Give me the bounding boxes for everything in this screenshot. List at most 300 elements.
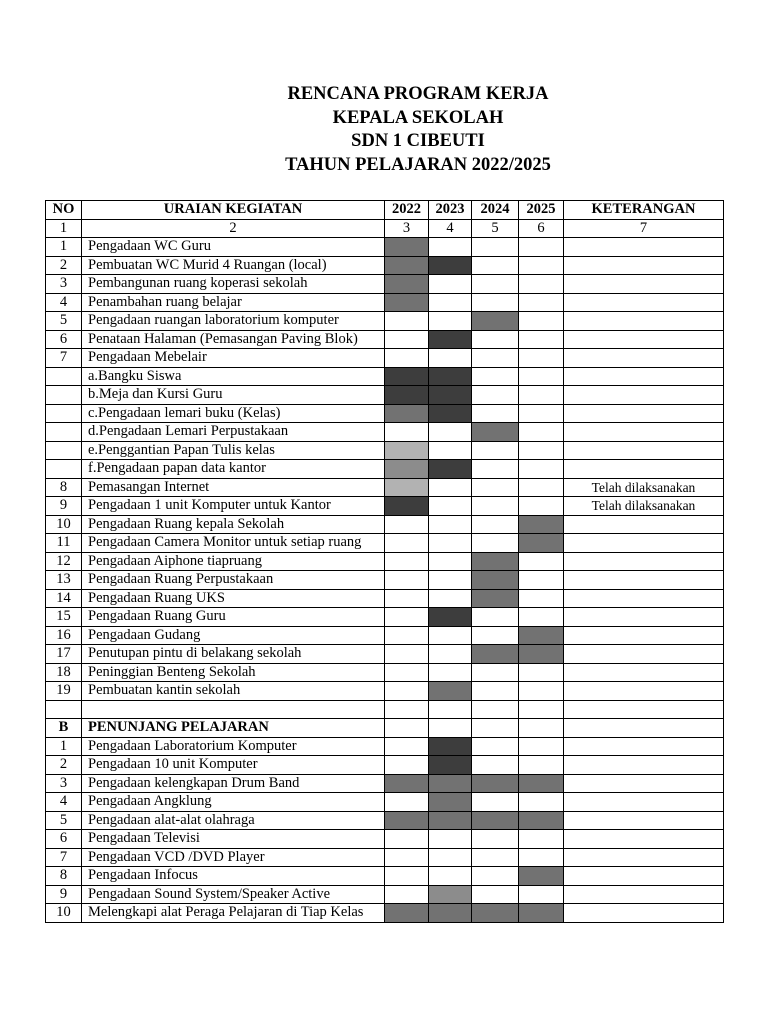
row-description: Pengadaan Aiphone tiapruang xyxy=(82,552,385,571)
row-number: 15 xyxy=(46,608,82,627)
table-row xyxy=(46,312,724,331)
row-keterangan xyxy=(564,645,724,664)
year-cell-2024 xyxy=(472,626,519,645)
row-keterangan xyxy=(564,848,724,867)
year-cell-2024 xyxy=(472,238,519,257)
year-cell-2025 xyxy=(519,571,564,590)
table-row xyxy=(46,700,724,719)
year-cell-2024 xyxy=(472,589,519,608)
row-number xyxy=(46,700,82,719)
row-keterangan xyxy=(564,275,724,294)
row-keterangan xyxy=(564,312,724,331)
numbering-cell: 2 xyxy=(82,219,385,238)
row-keterangan xyxy=(564,700,724,719)
year-cell-2022 xyxy=(385,904,429,923)
row-description: e.Penggantian Papan Tulis kelas xyxy=(82,441,385,460)
numbering-cell: 1 xyxy=(46,219,82,238)
year-cell-2024 xyxy=(472,645,519,664)
header-no: NO xyxy=(46,201,82,220)
row-description: Pengadaan Ruang Guru xyxy=(82,608,385,627)
year-cell-2023 xyxy=(429,719,472,738)
year-cell-2023 xyxy=(429,367,472,386)
table-row xyxy=(46,885,724,904)
row-keterangan xyxy=(564,238,724,257)
year-cell-2025 xyxy=(519,386,564,405)
row-description: f.Pengadaan papan data kantor xyxy=(82,460,385,479)
year-cell-2023 xyxy=(429,608,472,627)
year-cell-2024 xyxy=(472,256,519,275)
table-row xyxy=(46,811,724,830)
row-keterangan xyxy=(564,349,724,368)
row-description: a.Bangku Siswa xyxy=(82,367,385,386)
year-cell-2025 xyxy=(519,608,564,627)
row-number: 10 xyxy=(46,904,82,923)
year-cell-2023 xyxy=(429,700,472,719)
year-cell-2022 xyxy=(385,793,429,812)
row-description: Pengadaan Mebelair xyxy=(82,349,385,368)
year-cell-2024 xyxy=(472,386,519,405)
table-row xyxy=(46,534,724,553)
numbering-cell: 3 xyxy=(385,219,429,238)
row-keterangan xyxy=(564,423,724,442)
row-keterangan xyxy=(564,515,724,534)
year-cell-2023 xyxy=(429,793,472,812)
year-cell-2024 xyxy=(472,275,519,294)
year-cell-2025 xyxy=(519,552,564,571)
row-description: Pengadaan Ruang UKS xyxy=(82,589,385,608)
row-keterangan xyxy=(564,682,724,701)
year-cell-2023 xyxy=(429,830,472,849)
title-line-1: RENCANA PROGRAM KERJA xyxy=(287,84,549,104)
row-keterangan xyxy=(564,460,724,479)
row-description: b.Meja dan Kursi Guru xyxy=(82,386,385,405)
year-cell-2022 xyxy=(385,774,429,793)
row-description: Penutupan pintu di belakang sekolah xyxy=(82,645,385,664)
year-cell-2024 xyxy=(472,441,519,460)
year-cell-2025 xyxy=(519,848,564,867)
year-cell-2025 xyxy=(519,349,564,368)
header-2022: 2022 xyxy=(385,201,429,220)
year-cell-2025 xyxy=(519,885,564,904)
row-description: Melengkapi alat Peraga Pelajaran di Tiap Kelas xyxy=(82,904,385,923)
year-cell-2022 xyxy=(385,293,429,312)
row-keterangan xyxy=(564,293,724,312)
year-cell-2023 xyxy=(429,404,472,423)
year-cell-2024 xyxy=(472,423,519,442)
year-cell-2022 xyxy=(385,460,429,479)
table-body xyxy=(46,238,724,923)
year-cell-2024 xyxy=(472,478,519,497)
table-row xyxy=(46,830,724,849)
row-description: Pengadaan ruangan laboratorium komputer xyxy=(82,312,385,331)
year-cell-2024 xyxy=(472,293,519,312)
year-cell-2023 xyxy=(429,774,472,793)
year-cell-2023 xyxy=(429,571,472,590)
table-row xyxy=(46,608,724,627)
year-cell-2024 xyxy=(472,404,519,423)
table-row xyxy=(46,330,724,349)
year-cell-2023 xyxy=(429,682,472,701)
row-keterangan xyxy=(564,534,724,553)
year-cell-2023 xyxy=(429,848,472,867)
year-cell-2023 xyxy=(429,811,472,830)
year-cell-2024 xyxy=(472,774,519,793)
row-description xyxy=(82,700,385,719)
row-number: 4 xyxy=(46,793,82,812)
row-number: 3 xyxy=(46,275,82,294)
row-number: 17 xyxy=(46,645,82,664)
row-number: 11 xyxy=(46,534,82,553)
year-cell-2023 xyxy=(429,904,472,923)
row-description: Pengadaan Camera Monitor untuk setiap ruang xyxy=(82,534,385,553)
table-row xyxy=(46,645,724,664)
year-cell-2024 xyxy=(472,867,519,886)
numbering-cell: 4 xyxy=(429,219,472,238)
row-description: Penataan Halaman (Pemasangan Paving Blok) xyxy=(82,330,385,349)
year-cell-2024 xyxy=(472,904,519,923)
year-cell-2025 xyxy=(519,811,564,830)
year-cell-2025 xyxy=(519,312,564,331)
year-cell-2025 xyxy=(519,423,564,442)
row-description: Pemasangan Internet xyxy=(82,478,385,497)
row-description: Pengadaan alat-alat olahraga xyxy=(82,811,385,830)
row-number: 1 xyxy=(46,238,82,257)
year-cell-2023 xyxy=(429,293,472,312)
year-cell-2023 xyxy=(429,645,472,664)
year-cell-2022 xyxy=(385,441,429,460)
year-cell-2022 xyxy=(385,811,429,830)
row-description: PENUNJANG PELAJARAN xyxy=(82,719,385,738)
row-keterangan xyxy=(564,830,724,849)
header-uraian: URAIAN KEGIATAN xyxy=(82,201,385,220)
year-cell-2022 xyxy=(385,497,429,516)
numbering-cell: 6 xyxy=(519,219,564,238)
row-description: Pembangunan ruang koperasi sekolah xyxy=(82,275,385,294)
year-cell-2023 xyxy=(429,275,472,294)
year-cell-2024 xyxy=(472,811,519,830)
row-number: 8 xyxy=(46,478,82,497)
year-cell-2025 xyxy=(519,756,564,775)
header-2023: 2023 xyxy=(429,201,472,220)
year-cell-2022 xyxy=(385,848,429,867)
year-cell-2022 xyxy=(385,756,429,775)
row-keterangan xyxy=(564,608,724,627)
row-keterangan xyxy=(564,386,724,405)
row-keterangan xyxy=(564,904,724,923)
table-row xyxy=(46,386,724,405)
year-cell-2024 xyxy=(472,312,519,331)
row-description: Pembuatan kantin sekolah xyxy=(82,682,385,701)
year-cell-2023 xyxy=(429,756,472,775)
year-cell-2024 xyxy=(472,367,519,386)
row-number: 14 xyxy=(46,589,82,608)
year-cell-2022 xyxy=(385,275,429,294)
year-cell-2025 xyxy=(519,830,564,849)
row-keterangan xyxy=(564,367,724,386)
year-cell-2022 xyxy=(385,700,429,719)
row-keterangan xyxy=(564,719,724,738)
row-description: Pengadaan 10 unit Komputer xyxy=(82,756,385,775)
row-description: Pengadaan WC Guru xyxy=(82,238,385,257)
row-number: 19 xyxy=(46,682,82,701)
title-line-2: KEPALA SEKOLAH xyxy=(332,107,504,128)
row-description: Pengadaan Laboratorium Komputer xyxy=(82,737,385,756)
row-keterangan xyxy=(564,404,724,423)
row-description: Pembuatan WC Murid 4 Ruangan (local) xyxy=(82,256,385,275)
year-cell-2025 xyxy=(519,275,564,294)
table-row xyxy=(46,349,724,368)
row-number: 7 xyxy=(46,848,82,867)
table-row xyxy=(46,423,724,442)
table-row xyxy=(46,719,724,738)
row-keterangan xyxy=(564,867,724,886)
table-row xyxy=(46,238,724,257)
document-title xyxy=(0,83,768,177)
year-cell-2025 xyxy=(519,663,564,682)
table-row xyxy=(46,626,724,645)
row-number: 5 xyxy=(46,312,82,331)
row-keterangan xyxy=(564,626,724,645)
table-row xyxy=(46,367,724,386)
row-number: 10 xyxy=(46,515,82,534)
year-cell-2025 xyxy=(519,867,564,886)
year-cell-2022 xyxy=(385,589,429,608)
row-description: c.Pengadaan lemari buku (Kelas) xyxy=(82,404,385,423)
year-cell-2024 xyxy=(472,848,519,867)
table-row xyxy=(46,460,724,479)
row-keterangan xyxy=(564,589,724,608)
year-cell-2024 xyxy=(472,682,519,701)
year-cell-2023 xyxy=(429,497,472,516)
row-number: 2 xyxy=(46,756,82,775)
year-cell-2025 xyxy=(519,774,564,793)
row-number: 5 xyxy=(46,811,82,830)
table-row xyxy=(46,293,724,312)
row-number: 9 xyxy=(46,497,82,516)
year-cell-2022 xyxy=(385,571,429,590)
header-2025: 2025 xyxy=(519,201,564,220)
row-keterangan xyxy=(564,737,724,756)
year-cell-2023 xyxy=(429,386,472,405)
row-number: 6 xyxy=(46,830,82,849)
program-table xyxy=(45,200,724,923)
year-cell-2025 xyxy=(519,645,564,664)
header-2024: 2024 xyxy=(472,201,519,220)
row-number: 12 xyxy=(46,552,82,571)
year-cell-2024 xyxy=(472,737,519,756)
year-cell-2022 xyxy=(385,867,429,886)
year-cell-2023 xyxy=(429,626,472,645)
row-keterangan xyxy=(564,885,724,904)
table-row xyxy=(46,589,724,608)
table-row xyxy=(46,867,724,886)
year-cell-2024 xyxy=(472,571,519,590)
row-description: Pengadaan Televisi xyxy=(82,830,385,849)
year-cell-2023 xyxy=(429,478,472,497)
year-cell-2025 xyxy=(519,589,564,608)
row-keterangan: Telah dilaksanakan xyxy=(564,478,724,497)
table-row xyxy=(46,848,724,867)
year-cell-2022 xyxy=(385,737,429,756)
title-line-4: TAHUN PELAJARAN 2022/2025 xyxy=(285,154,551,175)
year-cell-2024 xyxy=(472,349,519,368)
row-number: 6 xyxy=(46,330,82,349)
year-cell-2023 xyxy=(429,552,472,571)
year-cell-2025 xyxy=(519,238,564,257)
numbering-row xyxy=(46,219,724,238)
year-cell-2022 xyxy=(385,663,429,682)
row-number: 13 xyxy=(46,571,82,590)
year-cell-2025 xyxy=(519,719,564,738)
year-cell-2023 xyxy=(429,737,472,756)
year-cell-2022 xyxy=(385,682,429,701)
year-cell-2024 xyxy=(472,885,519,904)
year-cell-2024 xyxy=(472,608,519,627)
year-cell-2023 xyxy=(429,515,472,534)
row-description: Pengadaan Gudang xyxy=(82,626,385,645)
year-cell-2023 xyxy=(429,867,472,886)
table-row xyxy=(46,571,724,590)
year-cell-2022 xyxy=(385,552,429,571)
row-keterangan xyxy=(564,793,724,812)
year-cell-2022 xyxy=(385,256,429,275)
row-number: 7 xyxy=(46,349,82,368)
row-number xyxy=(46,386,82,405)
year-cell-2022 xyxy=(385,404,429,423)
row-number: 16 xyxy=(46,626,82,645)
table-row xyxy=(46,478,724,497)
year-cell-2025 xyxy=(519,256,564,275)
year-cell-2023 xyxy=(429,460,472,479)
row-keterangan xyxy=(564,774,724,793)
year-cell-2023 xyxy=(429,312,472,331)
year-cell-2023 xyxy=(429,238,472,257)
year-cell-2024 xyxy=(472,552,519,571)
year-cell-2022 xyxy=(385,349,429,368)
row-number: 2 xyxy=(46,256,82,275)
numbering-cell: 7 xyxy=(564,219,724,238)
header-row xyxy=(46,201,724,220)
year-cell-2024 xyxy=(472,534,519,553)
table-row xyxy=(46,552,724,571)
row-number: 3 xyxy=(46,774,82,793)
row-number xyxy=(46,404,82,423)
row-description: Pengadaan Angklung xyxy=(82,793,385,812)
table-row xyxy=(46,275,724,294)
year-cell-2024 xyxy=(472,756,519,775)
row-keterangan xyxy=(564,811,724,830)
year-cell-2025 xyxy=(519,515,564,534)
row-description: Pengadaan Sound System/Speaker Active xyxy=(82,885,385,904)
row-keterangan xyxy=(564,441,724,460)
row-number xyxy=(46,423,82,442)
year-cell-2023 xyxy=(429,423,472,442)
year-cell-2022 xyxy=(385,608,429,627)
table-row xyxy=(46,737,724,756)
year-cell-2022 xyxy=(385,515,429,534)
table-row xyxy=(46,497,724,516)
table-row xyxy=(46,756,724,775)
year-cell-2022 xyxy=(385,330,429,349)
year-cell-2025 xyxy=(519,404,564,423)
year-cell-2025 xyxy=(519,737,564,756)
year-cell-2024 xyxy=(472,793,519,812)
row-description: Pengadaan Infocus xyxy=(82,867,385,886)
year-cell-2024 xyxy=(472,719,519,738)
year-cell-2022 xyxy=(385,645,429,664)
year-cell-2022 xyxy=(385,386,429,405)
year-cell-2024 xyxy=(472,515,519,534)
year-cell-2022 xyxy=(385,885,429,904)
row-number: 1 xyxy=(46,737,82,756)
row-number xyxy=(46,367,82,386)
row-keterangan: Telah dilaksanakan xyxy=(564,497,724,516)
year-cell-2024 xyxy=(472,830,519,849)
year-cell-2025 xyxy=(519,682,564,701)
year-cell-2025 xyxy=(519,497,564,516)
year-cell-2023 xyxy=(429,534,472,553)
year-cell-2024 xyxy=(472,497,519,516)
year-cell-2023 xyxy=(429,330,472,349)
row-description: d.Pengadaan Lemari Perpustakaan xyxy=(82,423,385,442)
year-cell-2023 xyxy=(429,589,472,608)
year-cell-2023 xyxy=(429,885,472,904)
year-cell-2025 xyxy=(519,478,564,497)
year-cell-2025 xyxy=(519,293,564,312)
table-row xyxy=(46,404,724,423)
year-cell-2025 xyxy=(519,367,564,386)
row-number: 18 xyxy=(46,663,82,682)
table-row xyxy=(46,441,724,460)
year-cell-2025 xyxy=(519,793,564,812)
year-cell-2024 xyxy=(472,330,519,349)
row-number xyxy=(46,441,82,460)
year-cell-2025 xyxy=(519,626,564,645)
table-row xyxy=(46,793,724,812)
header-keterangan: KETERANGAN xyxy=(564,201,724,220)
row-description: Pengadaan Ruang Perpustakaan xyxy=(82,571,385,590)
table-row xyxy=(46,515,724,534)
title-line-3: SDN 1 CIBEUTI xyxy=(351,131,485,151)
row-description: Pengadaan Ruang kepala Sekolah xyxy=(82,515,385,534)
year-cell-2023 xyxy=(429,441,472,460)
row-number: 4 xyxy=(46,293,82,312)
year-cell-2022 xyxy=(385,478,429,497)
year-cell-2022 xyxy=(385,238,429,257)
table-row xyxy=(46,663,724,682)
row-keterangan xyxy=(564,330,724,349)
year-cell-2025 xyxy=(519,441,564,460)
row-description: Peninggian Benteng Sekolah xyxy=(82,663,385,682)
year-cell-2022 xyxy=(385,534,429,553)
table-row xyxy=(46,256,724,275)
year-cell-2023 xyxy=(429,349,472,368)
year-cell-2022 xyxy=(385,830,429,849)
year-cell-2025 xyxy=(519,700,564,719)
row-number: 8 xyxy=(46,867,82,886)
year-cell-2025 xyxy=(519,460,564,479)
row-description: Penambahan ruang belajar xyxy=(82,293,385,312)
year-cell-2023 xyxy=(429,663,472,682)
year-cell-2022 xyxy=(385,312,429,331)
year-cell-2023 xyxy=(429,256,472,275)
row-keterangan xyxy=(564,571,724,590)
row-number xyxy=(46,460,82,479)
table-row xyxy=(46,904,724,923)
year-cell-2022 xyxy=(385,719,429,738)
year-cell-2022 xyxy=(385,367,429,386)
year-cell-2022 xyxy=(385,423,429,442)
